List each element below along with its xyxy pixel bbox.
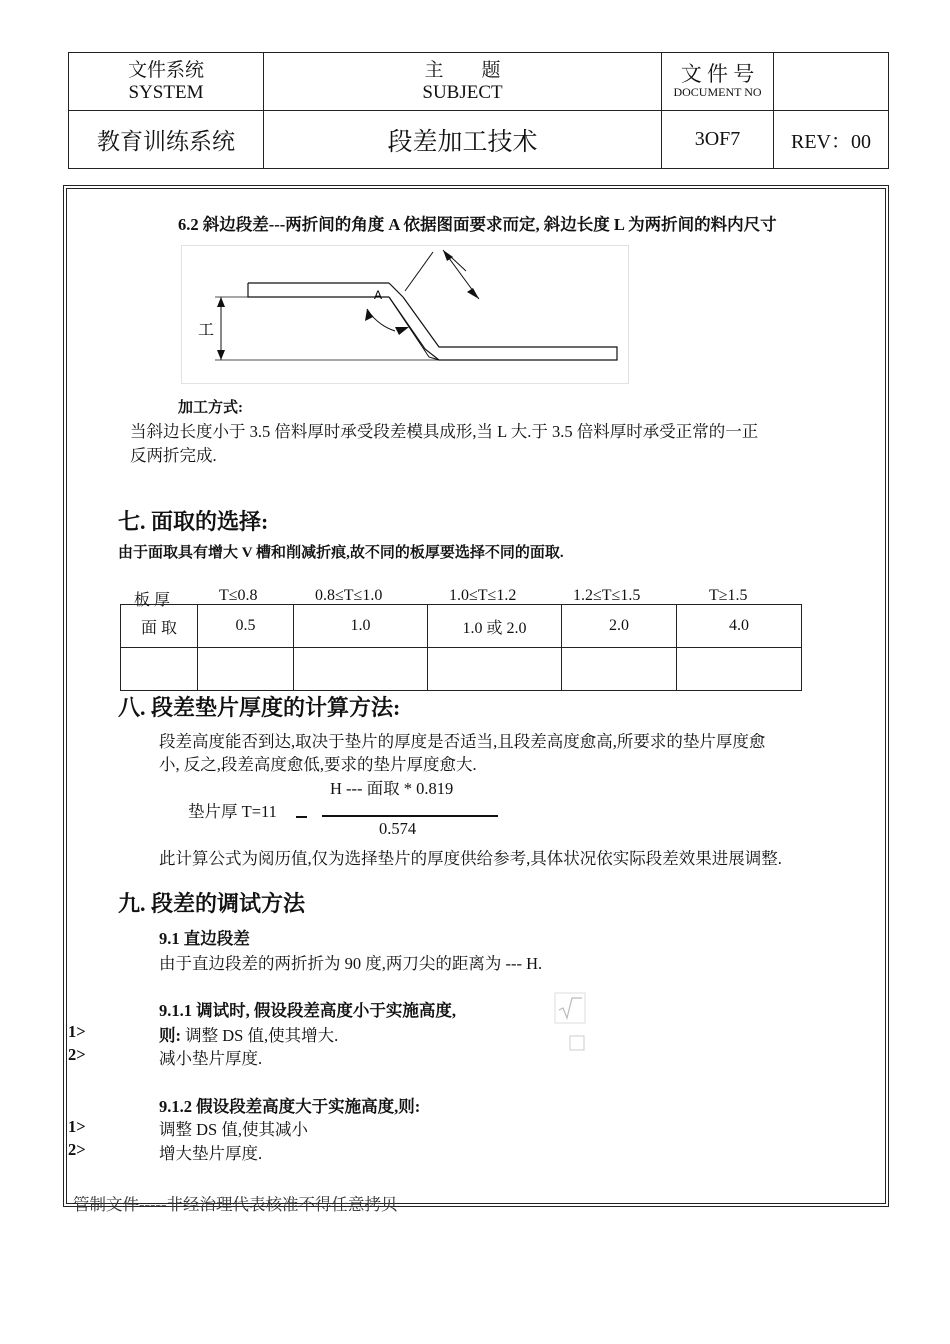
formula-denominator: 0.574 bbox=[379, 819, 417, 838]
offset-bend-diagram bbox=[181, 245, 629, 385]
blank-header-cell bbox=[774, 53, 889, 111]
system-header-cell bbox=[69, 53, 264, 111]
upper-flange bbox=[248, 283, 389, 297]
empty-cell bbox=[121, 648, 198, 691]
section-9-1-1-title: 9.1.1 调试时, 假设段差高度小于实施高度, bbox=[159, 1001, 456, 1020]
section-9-1-2-title: 9.1.2 假设段差高度大于实施高度,则: bbox=[159, 1097, 421, 1116]
faint-sqrt-icon bbox=[554, 992, 586, 1054]
faint-box-small bbox=[570, 1036, 584, 1050]
docno-label-en: DOCUMENT NO bbox=[673, 85, 762, 99]
dimension-line-l1 bbox=[405, 252, 433, 291]
section-9-1-title: 9.1 直边段差 bbox=[159, 929, 250, 948]
diagram-border bbox=[182, 246, 629, 384]
thickness-range: 1.0≤T≤1.2 bbox=[449, 587, 517, 604]
method-line-2: 反两折完成. bbox=[130, 446, 217, 465]
document-header-table bbox=[68, 52, 889, 169]
diagram-label-h: 工 bbox=[198, 320, 215, 339]
section-8-para-line-1: 段差高度能否到达,取决于垫片的厚度是否适当,且段差高度愈高,所要求的垫片厚度愈 bbox=[159, 732, 766, 751]
empty-cell bbox=[198, 648, 294, 691]
item-number: 1> bbox=[68, 1117, 86, 1136]
list-item bbox=[159, 1022, 338, 1046]
diagram-label-a: A bbox=[374, 288, 383, 302]
subject-header-cell bbox=[264, 53, 662, 111]
face-row-label: 面 取 bbox=[121, 605, 198, 648]
empty-cell bbox=[677, 648, 802, 691]
arrow-l-top bbox=[443, 250, 453, 261]
formula-fraction-bar bbox=[322, 815, 498, 817]
section-8-para-line-2: 小, 反之,段差高度愈低,要求的垫片厚度愈大. bbox=[159, 755, 477, 774]
empty-cell bbox=[428, 648, 562, 691]
docno-header-cell bbox=[662, 53, 774, 111]
arrow-l-bottom bbox=[467, 288, 479, 299]
formula-numerator: H --- 面取 * 0.819 bbox=[330, 779, 454, 798]
bend-top-edge bbox=[389, 283, 403, 297]
face-value: 4.0 bbox=[677, 605, 802, 648]
empty-cell bbox=[294, 648, 428, 691]
table-row bbox=[121, 605, 802, 648]
section-9-title: 九. 段差的调试方法 bbox=[118, 891, 306, 916]
item-bold-prefix: 则: bbox=[159, 1026, 181, 1045]
subject-label-cn: 主 题 bbox=[424, 59, 501, 81]
system-label-cn: 文件系统 bbox=[127, 59, 204, 81]
thickness-range: T≤0.8 bbox=[219, 587, 258, 604]
docno-label-cn: 文 件 号 bbox=[680, 62, 755, 86]
system-label-en: SYSTEM bbox=[128, 81, 204, 103]
face-value: 0.5 bbox=[198, 605, 294, 648]
formula-underscore bbox=[296, 816, 307, 818]
slanted-section bbox=[389, 297, 617, 360]
method-title: 加工方式: bbox=[178, 400, 243, 416]
thickness-range: T≥1.5 bbox=[709, 587, 748, 604]
rev-value: REV：00 bbox=[774, 111, 889, 169]
section-8-title: 八. 段差垫片厚度的计算方法: bbox=[118, 695, 401, 720]
section-6-2-title: 6.2 斜边段差---两折间的角度 A 依据图面要求而定, 斜边长度 L 为两折间的料内尺寸 bbox=[178, 215, 777, 234]
section-7-subtitle: 由于面取具有增大 V 槽和削减折痕,故不同的板厚要选择不同的面取. bbox=[118, 545, 564, 561]
angle-arc bbox=[367, 309, 395, 331]
subject-label-en: SUBJECT bbox=[422, 81, 503, 103]
item-number: 1> bbox=[68, 1022, 86, 1041]
formula-left-side: 垫片厚 T=11 bbox=[188, 802, 277, 821]
docno-value: 3OF7 bbox=[662, 111, 774, 169]
height-arrow-bottom bbox=[217, 350, 225, 360]
system-value: 教育训练系统 bbox=[69, 111, 264, 169]
method-line-1: 当斜边长度小于 3.5 倍料厚时承受段差模具成形,当 L 大.于 3.5 倍料厚时承受正常的一正 bbox=[130, 422, 759, 441]
footer-note: 管制文件-----非经治理代表核准不得任意拷贝 bbox=[73, 1195, 398, 1214]
section-7-title: 七. 面取的选择: bbox=[118, 509, 269, 534]
item-number: 2> bbox=[68, 1045, 86, 1064]
table-row-empty bbox=[121, 648, 802, 691]
item-text: 增大垫片厚度. bbox=[159, 1144, 263, 1163]
face-value: 2.0 bbox=[562, 605, 677, 648]
section-9-1-text: 由于直边段差的两折折为 90 度,两刀尖的距离为 --- H. bbox=[159, 954, 543, 973]
thickness-range: 0.8≤T≤1.0 bbox=[315, 587, 383, 604]
subject-value: 段差加工技术 bbox=[264, 111, 662, 169]
empty-cell bbox=[562, 648, 677, 691]
item-text: 调整 DS 值,使其减小 bbox=[159, 1120, 308, 1139]
item-text: 调整 DS 值,使其增大. bbox=[181, 1026, 339, 1045]
angle-arrow-bottom bbox=[395, 327, 409, 335]
thickness-row-label: 板 厚 bbox=[134, 592, 171, 609]
sqrt-sign bbox=[559, 998, 582, 1018]
face-value: 1.0 或 2.0 bbox=[428, 605, 562, 648]
face-value: 1.0 bbox=[294, 605, 428, 648]
item-text: 减小垫片厚度. bbox=[159, 1049, 263, 1068]
height-arrow-top bbox=[217, 297, 225, 307]
face-selection-table bbox=[120, 604, 802, 691]
thickness-range: 1.2≤T≤1.5 bbox=[573, 587, 641, 604]
item-number: 2> bbox=[68, 1140, 86, 1159]
section-8-note: 此计算公式为阅历值,仅为选择垫片的厚度供给参考,具体状况依实际段差效果进展调整. bbox=[159, 849, 782, 868]
